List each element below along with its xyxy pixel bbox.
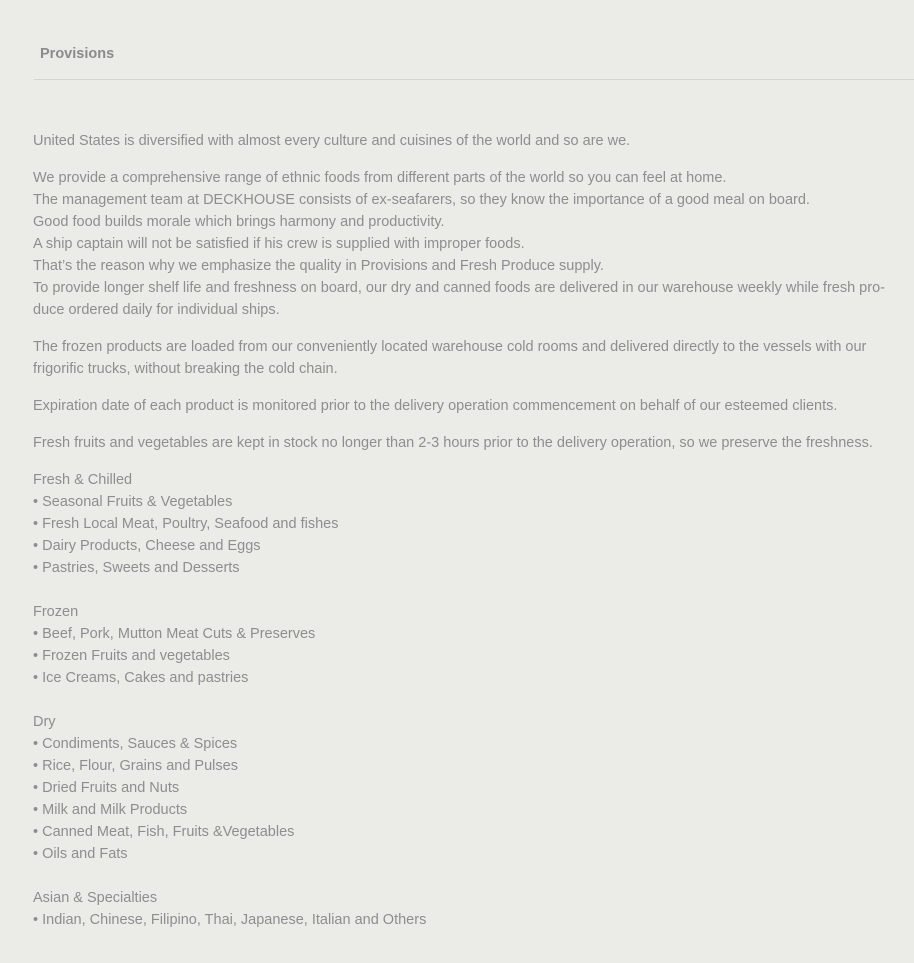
list-item: • Oils and Fats [33, 843, 911, 865]
category-list [33, 909, 911, 931]
category-heading: Fresh & Chilled [33, 472, 133, 488]
page-title: Provisions [40, 46, 115, 62]
page-header [34, 44, 914, 80]
list-item: • Dairy Products, Cheese and Eggs [33, 535, 911, 557]
main-paragraph-line: Good food builds morale which brings harmony and productivity. [33, 214, 445, 230]
list-item: • Milk and Milk Products [33, 799, 911, 821]
category-dry [33, 711, 911, 865]
list-item: • Beef, Pork, Mutton Meat Cuts & Preserves [33, 623, 911, 645]
frozen-paragraph: The frozen products are loaded from our conveniently located warehouse cold rooms and delivered directly to the vessels with our frigorific trucks, without breaking the cold chain. [33, 339, 867, 377]
category-fresh-chilled [33, 469, 911, 579]
category-heading: Asian & Specialties [33, 890, 158, 906]
list-item: • Dried Fruits and Nuts [33, 777, 911, 799]
category-frozen [33, 601, 911, 689]
list-item: • Rice, Flour, Grains and Pulses [33, 755, 911, 777]
expiration-paragraph: Expiration date of each product is monitored prior to the delivery operation commencement on behalf of our esteemed clients. [33, 398, 838, 414]
list-item: • Condiments, Sauces & Spices [33, 733, 911, 755]
main-paragraph-line: The management team at DECKHOUSE consists of ex-seafarers, so they know the importance of a good meal on board. [33, 192, 810, 208]
list-item: • Indian, Chinese, Filipino, Thai, Japanese, Italian and Others [33, 909, 911, 931]
list-item: • Fresh Local Meat, Poultry, Seafood and fishes [33, 513, 911, 535]
intro-paragraph: United States is diversified with almost every culture and cuisines of the world and so are we. [33, 133, 631, 149]
fresh-paragraph: Fresh fruits and vegetables are kept in stock no longer than 2-3 hours prior to the delivery operation, so we preserve the freshness. [33, 435, 873, 451]
list-item: • Pastries, Sweets and Desserts [33, 557, 911, 579]
category-list [33, 623, 911, 689]
main-paragraph-line: A ship captain will not be satisfied if his crew is supplied with improper foods. [33, 236, 525, 252]
main-paragraph-line: We provide a comprehensive range of ethnic foods from different parts of the world so you can feel at home. [33, 170, 727, 186]
list-item: • Ice Creams, Cakes and pastries [33, 667, 911, 689]
list-item: • Canned Meat, Fish, Fruits &Vegetables [33, 821, 911, 843]
category-list [33, 733, 911, 865]
content-body [33, 130, 911, 953]
main-paragraph-line: That’s the reason why we emphasize the quality in Provisions and Fresh Produce supply. [33, 258, 604, 274]
category-heading: Frozen [33, 604, 79, 620]
category-asian-specialties [33, 887, 911, 931]
main-paragraph [33, 167, 911, 321]
category-heading: Dry [33, 714, 56, 730]
main-paragraph-line: To provide longer shelf life and freshness on board, our dry and canned foods are delivered in our warehouse weekly while fresh pro-duce ordered daily for individual ships. [33, 280, 885, 318]
category-list [33, 491, 911, 579]
list-item: • Seasonal Fruits & Vegetables [33, 491, 911, 513]
list-item: • Frozen Fruits and vegetables [33, 645, 911, 667]
